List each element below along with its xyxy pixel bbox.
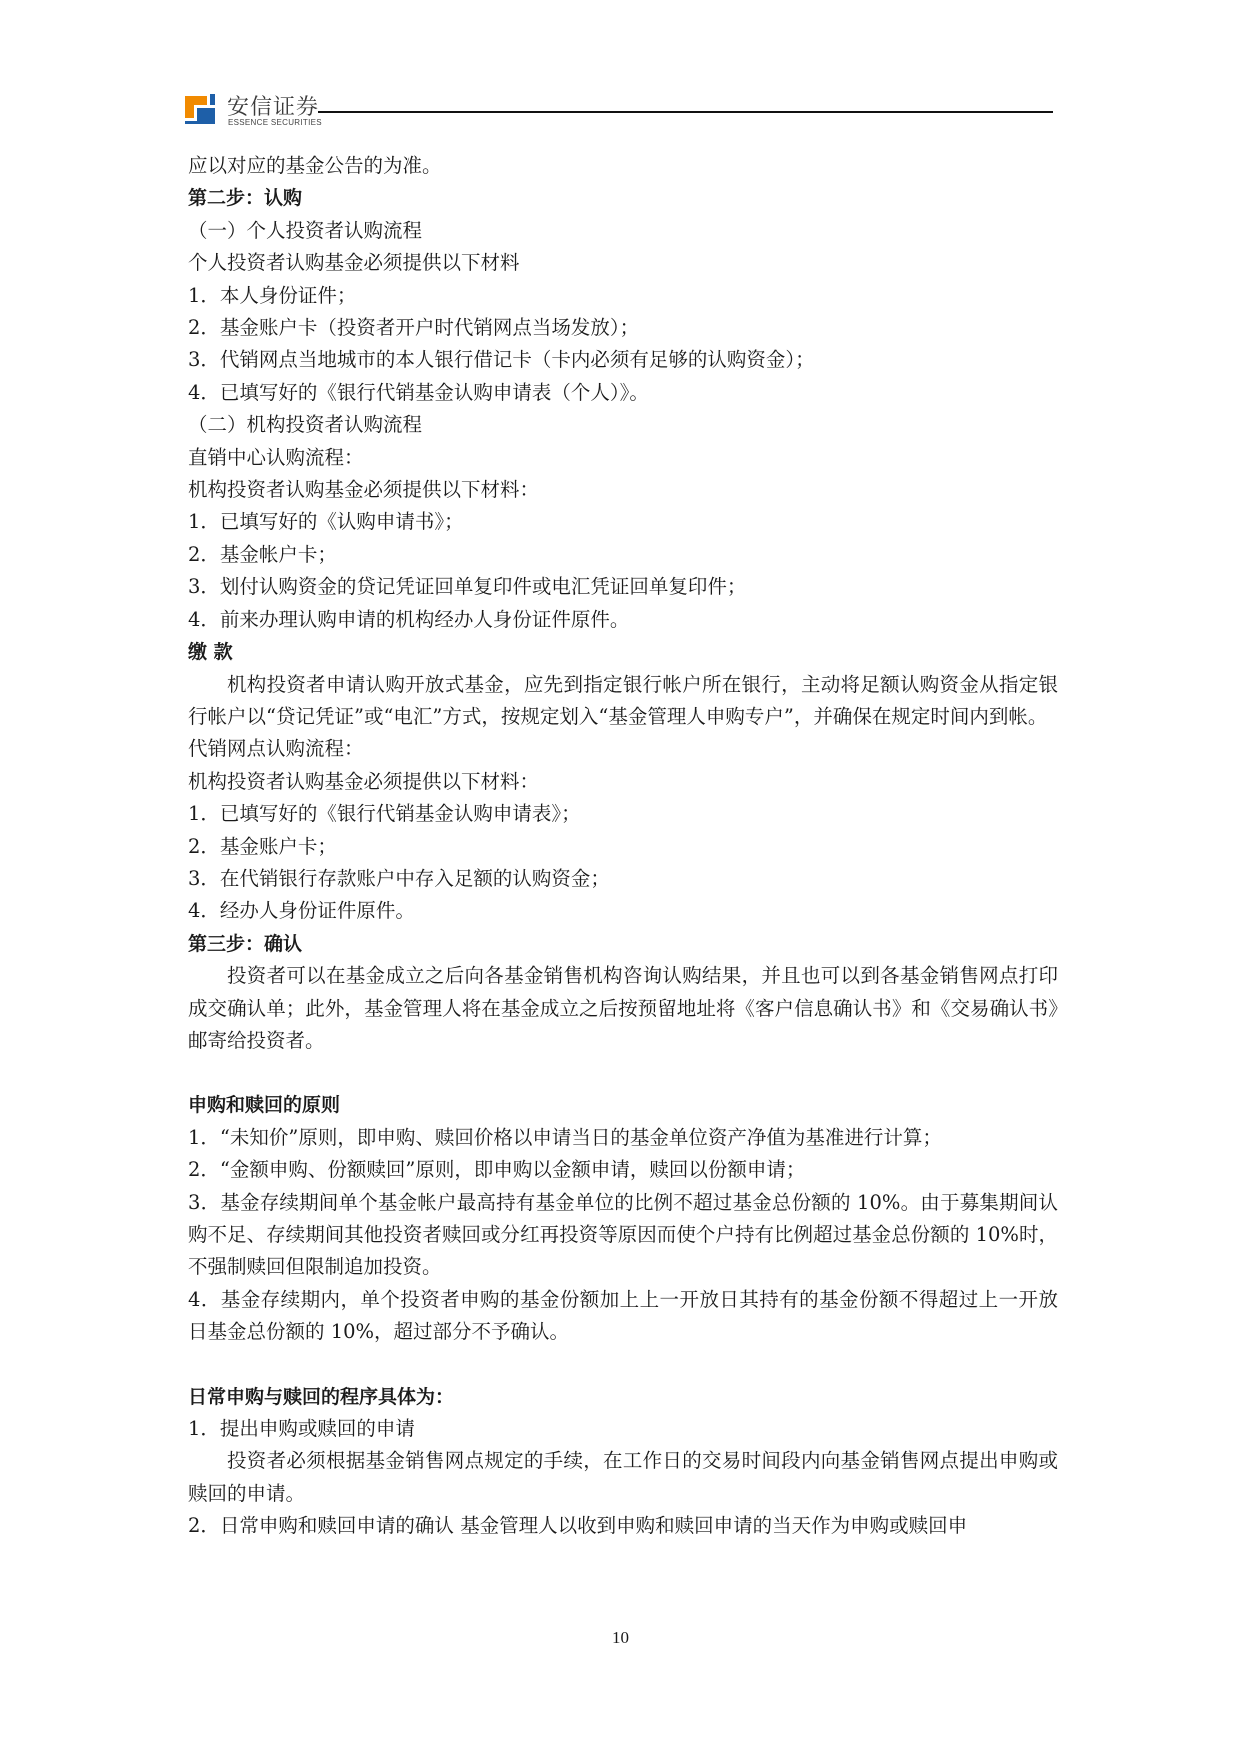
list-item: 1．提出申购或赎回的申请 [188, 1417, 415, 1441]
text-line: 个人投资者认购基金必须提供以下材料 [188, 251, 520, 275]
company-name-en: ESSENCE SECURITIES [228, 118, 322, 127]
page-header [183, 88, 1053, 136]
document-body [188, 150, 1058, 1543]
page-number: 10 [612, 1628, 629, 1647]
list-item: 2．基金账户卡（投资者开户时代销网点当场发放）； [188, 316, 640, 340]
list-item: 2．日常申购和赎回申请的确认 基金管理人以收到申购和赎回申请的当天作为申购或赎回申 [188, 1514, 968, 1538]
list-item: 4．基金存续期内，单个投资者申购的基金份额加上上一开放日其持有的基金份额不得超过上一开放日基金总份额的 10%，超过部分不予确认。 [188, 1287, 1058, 1344]
list-item: 3．在代销银行存款账户中存入足额的认购资金； [188, 866, 610, 890]
list-item: 2．基金帐户卡； [188, 542, 337, 566]
section-heading: 申购和赎回的原则 [188, 1094, 341, 1117]
list-item: 2．基金账户卡； [188, 834, 337, 858]
list-item: 2．“金额申购、份额赎回”原则，即申购以金额申请，赎回以份额申请； [188, 1158, 806, 1182]
list-item: 3．划付认购资金的贷记凭证回单复印件或电汇凭证回单复印件； [188, 575, 747, 599]
text-line: 应以对应的基金公告的为准。 [188, 154, 442, 177]
section-heading: 第二步：认购 [188, 187, 303, 210]
list-item: 4．经办人身份证件原件。 [188, 899, 415, 923]
company-name-cn: 安信证券 [227, 95, 320, 120]
text-line: 机构投资者认购基金必须提供以下材料： [188, 478, 540, 502]
paragraph: 投资者必须根据基金销售网点规定的手续，在工作日的交易时间段内向基金销售网点提出申购或赎回的申请。 [188, 1449, 1058, 1505]
text-line: 直销中心认购流程： [188, 445, 364, 469]
header-divider [318, 111, 1053, 113]
essence-logo-icon [183, 92, 217, 126]
section-heading: 日常申购与赎回的程序具体为： [188, 1385, 455, 1408]
section-heading: 第三步：确认 [188, 932, 303, 955]
list-item: 1．“未知价”原则，即申购、赎回价格以申请当日的基金单位资产净值为基准进行计算； [188, 1125, 942, 1149]
spacer [188, 1349, 1058, 1381]
subsection-title: （一）个人投资者认购流程 [188, 218, 423, 242]
text-line: 代销网点认购流程： [188, 737, 364, 761]
list-item: 3．基金存续期间单个基金帐户最高持有基金单位的比例不超过基金总份额的 10%。由于募集期间认购不足、存续期间其他投资者赎回或分红再投资等原因而使个户持有比例超过基金总份额的 10%时，不强制赎回但限制追加投资。 [188, 1190, 1058, 1279]
text-line: 机构投资者认购基金必须提供以下材料： [188, 769, 540, 793]
section-heading: 缴 款 [188, 641, 233, 664]
paragraph: 投资者可以在基金成立之后向各基金销售机构咨询认购结果，并且也可以到各基金销售网点打印成交确认单；此外，基金管理人将在基金成立之后按预留地址将《客户信息确认书》和《交易确认书》邮寄给投资者。 [188, 964, 1058, 1052]
list-item: 1．已填写好的《认购申请书》； [188, 510, 464, 534]
list-item: 3．代销网点当地城市的本人银行借记卡（卡内必须有足够的认购资金）； [188, 348, 815, 372]
list-item: 4．前来办理认购申请的机构经办人身份证件原件。 [188, 607, 630, 631]
list-item: 1．本人身份证件； [188, 283, 357, 307]
list-item: 1．已填写好的《银行代销基金认购申请表》； [188, 802, 581, 826]
list-item: 4．已填写好的《银行代销基金认购申请表（个人）》。 [188, 380, 649, 404]
spacer [188, 1057, 1058, 1089]
paragraph: 机构投资者申请认购开放式基金，应先到指定银行帐户所在银行，主动将足额认购资金从指定银行帐户以“贷记凭证”或“电汇”方式，按规定划入“基金管理人申购专户”，并确保在规定时间内到帐。 [188, 672, 1058, 728]
subsection-title: （二）机构投资者认购流程 [188, 413, 423, 437]
